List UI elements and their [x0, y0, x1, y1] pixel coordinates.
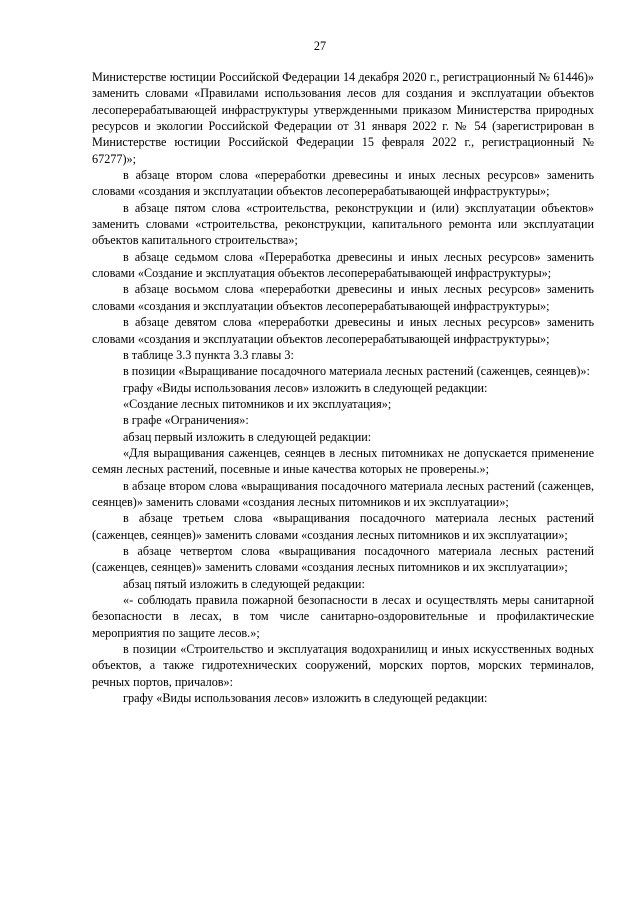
paragraph-18: «- соблюдать правила пожарной безопасности в лесах и осуществлять меры санитарной безопасности в лесах, в том числе санитарно-оздоровительные и профилактические мероприятия по защите лесов.»; [92, 593, 594, 640]
paragraph-1: Министерстве юстиции Российской Федерации 14 декабря 2020 г., регистрационный № 61446)» заменить словами «Правилами использования лесов для создания и эксплуатации объектов лесоперерабатывающей инфраструктуры утвержденными приказом Министерства природных ресурсов и экологии Российской Федерации от 31 января 2022 г. № 54 (зарегистрирован в Министерстве юстиции Российской Федерации 15 февраля 2022 г., регистрационный № 67277)»; [92, 70, 594, 166]
paragraph-10: «Создание лесных питомников и их эксплуатация»; [123, 396, 392, 411]
paragraph-3: в абзаце пятом слова «строительства, реконструкции и (или) эксплуатации объектов» заменить словами «строительства, реконструкции, капитального ремонта или эксплуатации объектов капитального строительства»; [92, 200, 594, 248]
paragraph-20: графу «Виды использования лесов» изложить в следующей редакции: [123, 691, 488, 706]
paragraph-5: в абзаце восьмом слова «переработки древесины и иных лесных ресурсов» заменить словами «создания и эксплуатации объектов лесоперерабатывающей инфраструктуры»; [92, 282, 594, 313]
paragraph-8: в позиции «Выращивание посадочного материала лесных растений (саженцев, сеянцев)»: [123, 364, 590, 379]
page-number: 27 [313, 39, 327, 53]
paragraph-7: в таблице 3.3 пункта 3.3 главы 3: [123, 347, 294, 362]
paragraph-19: в позиции «Строительство и эксплуатация водохранилищ и иных искусственных водных объектов, а также гидротехнических сооружений, морских портов, морских терминалов, речных портов, причалов»: [92, 642, 594, 689]
paragraph-9: графу «Виды использования лесов» изложить в следующей редакции: [123, 380, 488, 395]
paragraph-6: в абзаце девятом слова «переработки древесины и иных лесных ресурсов» заменить словами «создания и эксплуатации объектов лесоперерабатывающей инфраструктуры»; [92, 315, 594, 346]
paragraph-16: в абзаце четвертом слова «выращивания посадочного материала лесных растений (саженцев, сеянцев)» заменить словами «создания лесных питомников и их эксплуатации»; [92, 543, 594, 575]
paragraph-17: абзац пятый изложить в следующей редакции: [123, 576, 365, 591]
paragraph-2: в абзаце втором слова «переработки древесины и иных лесных ресурсов» заменить словами «создания и эксплуатации объектов лесоперерабатывающей инфраструктуры»; [92, 168, 594, 199]
paragraph-14: в абзаце втором слова «выращивания посадочного материала лесных растений (саженцев, сеянцев)» заменить словами «создания лесных питомников и их эксплуатации»; [92, 478, 594, 509]
paragraph-4: в абзаце седьмом слова «Переработка древесины и иных лесных ресурсов» заменить словами «Создание и эксплуатация объектов лесоперерабатывающей инфраструктуры»; [92, 249, 594, 281]
paragraph-15: в абзаце третьем слова «выращивания посадочного материала лесных растений (саженцев, сеянцев)» заменить словами «создания лесных питомников и их эксплуатации»; [92, 511, 594, 542]
paragraph-13: «Для выращивания саженцев, сеянцев в лесных питомниках не допускается применение семян лесных растений, посевные и иные качества которых не проверены.»; [92, 445, 594, 477]
paragraph-12: абзац первый изложить в следующей редакции: [123, 429, 372, 444]
document-body [92, 69, 594, 706]
paragraph-11: в графе «Ограничения»: [123, 413, 249, 428]
